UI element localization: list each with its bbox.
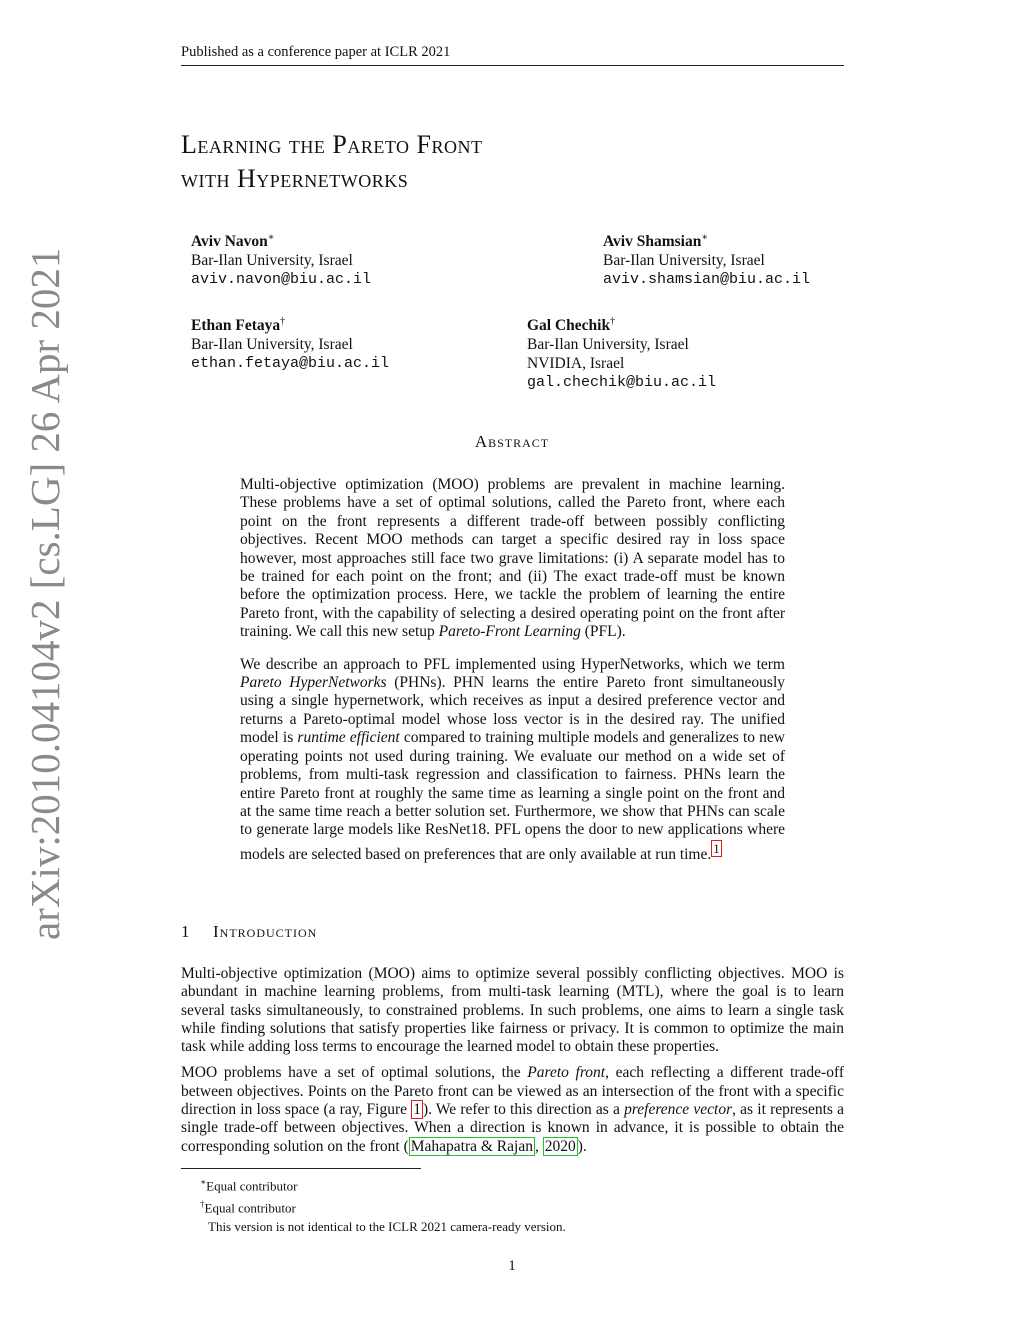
paper-title — [181, 128, 781, 196]
author-email[interactable]: aviv.navon@biu.ac.il — [191, 271, 372, 289]
author-affiliation-secondary: NVIDIA, Israel — [527, 355, 625, 373]
author-mark: † — [280, 316, 286, 327]
author-name: Aviv Navon — [191, 233, 268, 251]
author-mark: ∗ — [267, 232, 275, 243]
abstract-paragraph: Multi-objective optimization (MOO) problems are prevalent in machine learning. These problems have a set of optimal solutions, called the Pareto front, where each point on the front represents a different trade-off between possibly conflicting objectives. Recent MOO methods can target a specific desired ray in loss space however, most approaches still face two grave limitations: (i) A separate model has to be trained for each point on the front; and (ii) The exact trade-off must be known before the optimization process. Here, we tackle the problem of learning the entire Pareto front, with the capability of selecting a desired operating point on the front after training. We call this new setup Pareto-Front Learning (PFL). — [240, 476, 785, 641]
footnotes — [200, 1173, 566, 1236]
author-affiliation: Bar-Ilan University, Israel — [191, 336, 353, 354]
author-block — [191, 312, 389, 373]
abstract-paragraph: We describe an approach to PFL implemented using HyperNetworks, which we term Pareto HyperNetworks (PHNs). PHN learns the entire Pareto front simultaneously using a single hypernetwork, which receives as input a desired preference vector and returns a Pareto-optimal model whose loss vector is in the desired ray. The unified model is runtime efficient compared to training multiple models and generalizes to new operating points not used during training. We evaluate our method on a wide set of problems, from multi-task regression and classification to fairness. PHNs learn the entire Pareto front at roughly the same time as learning a single point on the front and at the same time reach a better solution set. Furthermore, we show that PHNs can scale to generate large models like ResNet18. PFL opens the door to new applications where models are selected based on preferences that are only available at run time. $^1$ — [240, 655, 785, 863]
page-number: 1 — [508, 1258, 516, 1274]
author-affiliation: Bar-Ilan University, Israel — [191, 252, 353, 270]
section-number: 1 — [181, 922, 191, 941]
title-line-2: with Hypernetworks — [181, 164, 409, 193]
body-paragraph: Multi-objective optimization (MOO) aims to optimize several possibly conflicting objectives. MOO is abundant in machine learning problems, from multi-task learning (MTL), where the goal is to learn several tasks simultaneously, to constrained problems. In such problems, one aims to learn a single task while finding solutions that satisfy properties like fairness or privacy. It is common to optimize the main task while adding loss terms to encourage the learned model to obtain these properties. — [181, 965, 844, 1056]
author-name: Ethan Fetaya — [191, 317, 281, 335]
citation-link[interactable]: Mahapatra & Rajan — [410, 1137, 533, 1155]
section-heading-introduction — [181, 922, 317, 942]
running-header: Published as a conference paper at ICLR 2021 — [181, 44, 844, 66]
footnote-link[interactable]: 1 — [713, 840, 720, 856]
author-affiliation: Bar-Ilan University, Israel — [527, 336, 689, 354]
section-title: Introduction — [213, 922, 318, 941]
abstract-heading: Abstract — [474, 432, 550, 451]
body-paragraph: MOO problems have a set of optimal solutions, the Pareto front, each reflecting a different trade-off between objectives. Points on the Pareto front can be viewed as an intersection of the front with a specific direction in loss space (a ray, Figure 1 ). We refer to this direction as a preference vector, as it represents a single trade-off between objectives. When a direction is known in advance, it is possible to obtain the corresponding solution on the front ( Mahapatra & Rajan , 2020 ). — [181, 1064, 844, 1155]
author-mark: ∗ — [701, 232, 709, 243]
author-block — [603, 228, 810, 289]
author-block — [527, 312, 716, 392]
abstract-body — [240, 476, 785, 878]
author-name: Gal Chechik — [527, 317, 611, 335]
footnote: ∗Equal contributor — [200, 1177, 298, 1194]
footnote: This version is not identical to the ICLR 2021 camera-ready version. — [208, 1218, 566, 1234]
introduction-body — [181, 965, 844, 1164]
title-line-1: Learning the Pareto Front — [181, 130, 483, 159]
footnote: †Equal contributor — [200, 1199, 296, 1216]
footnote-divider — [181, 1168, 421, 1169]
author-email[interactable]: ethan.fetaya@biu.ac.il — [191, 355, 390, 373]
author-email[interactable]: gal.chechik@biu.ac.il — [527, 374, 717, 392]
citation-year-link[interactable]: 2020 — [544, 1137, 576, 1155]
author-name: Aviv Shamsian — [603, 233, 702, 251]
figure-link[interactable]: 1 — [413, 1101, 421, 1119]
author-mark: † — [610, 316, 616, 327]
author-email[interactable]: aviv.shamsian@biu.ac.il — [603, 271, 811, 289]
author-affiliation: Bar-Ilan University, Israel — [603, 252, 765, 270]
arxiv-identifier[interactable]: arXiv:2010.04104v2 [cs.LG] 26 Apr 2021 — [22, 247, 68, 940]
author-block — [191, 228, 371, 289]
